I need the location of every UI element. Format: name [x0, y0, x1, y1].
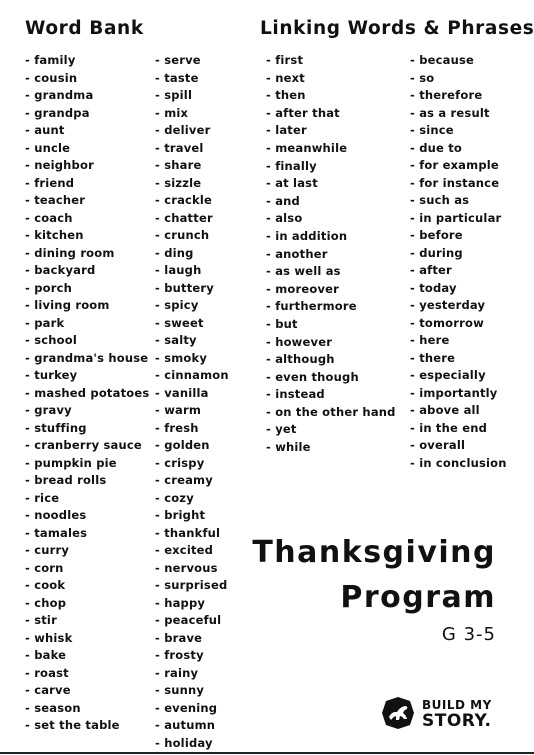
- word-item: - deliver: [155, 122, 229, 140]
- word-item: - creamy: [155, 472, 229, 490]
- program-title-line-1: Thanksgiving: [252, 535, 496, 570]
- word-item: - evening: [155, 700, 229, 718]
- word-item: - mashed potatoes: [25, 385, 149, 403]
- word-item: - during: [410, 245, 507, 263]
- word-item: - curry: [25, 542, 149, 560]
- word-item: - sizzle: [155, 175, 229, 193]
- word-item: - on the other hand: [266, 404, 396, 422]
- word-item: - tamales: [25, 525, 149, 543]
- word-item: - furthermore: [266, 298, 396, 316]
- word-item: - grandpa: [25, 105, 149, 123]
- word-item: - whisk: [25, 630, 149, 648]
- word-item: - noodles: [25, 507, 149, 525]
- word-item: - here: [410, 332, 507, 350]
- word-item: - rice: [25, 490, 149, 508]
- word-item: - family: [25, 52, 149, 70]
- word-item: - vanilla: [155, 385, 229, 403]
- word-item: - season: [25, 700, 149, 718]
- word-item: - spicy: [155, 297, 229, 315]
- word-item: - as well as: [266, 263, 396, 281]
- word-item: - cranberry sauce: [25, 437, 149, 455]
- word-item: - thankful: [155, 525, 229, 543]
- word-item: - for example: [410, 157, 507, 175]
- word-item: - backyard: [25, 262, 149, 280]
- word-item: - there: [410, 350, 507, 368]
- word-item: - stuffing: [25, 420, 149, 438]
- word-item: - but: [266, 316, 396, 334]
- word-item: - sweet: [155, 315, 229, 333]
- word-item: - meanwhile: [266, 140, 396, 158]
- word-item: - first: [266, 52, 396, 70]
- word-item: - importantly: [410, 385, 507, 403]
- word-item: - chatter: [155, 210, 229, 228]
- word-item: - laugh: [155, 262, 229, 280]
- word-item: - next: [266, 70, 396, 88]
- word-item: - crispy: [155, 455, 229, 473]
- word-item: - happy: [155, 595, 229, 613]
- word-item: - crackle: [155, 192, 229, 210]
- word-item: - porch: [25, 280, 149, 298]
- word-item: - holiday: [155, 735, 229, 753]
- word-item: - spill: [155, 87, 229, 105]
- word-item: - school: [25, 332, 149, 350]
- word-item: - cinnamon: [155, 367, 229, 385]
- word-item: - in conclusion: [410, 455, 507, 473]
- word-item: - living room: [25, 297, 149, 315]
- word-item: - in addition: [266, 228, 396, 246]
- word-item: - fresh: [155, 420, 229, 438]
- word-item: - bake: [25, 647, 149, 665]
- word-item: - teacher: [25, 192, 149, 210]
- word-item: - carve: [25, 682, 149, 700]
- word-item: - smoky: [155, 350, 229, 368]
- dinosaur-badge-icon: [380, 695, 416, 731]
- word-item: - set the table: [25, 717, 149, 735]
- word-item: - bread rolls: [25, 472, 149, 490]
- bottom-divider: [0, 752, 534, 754]
- word-item: - frosty: [155, 647, 229, 665]
- word-item: - friend: [25, 175, 149, 193]
- word-item: - nervous: [155, 560, 229, 578]
- word-item: - for instance: [410, 175, 507, 193]
- word-item: - above all: [410, 402, 507, 420]
- word-item: - grandma: [25, 87, 149, 105]
- word-item: - due to: [410, 140, 507, 158]
- word-item: - in particular: [410, 210, 507, 228]
- word-item: - before: [410, 227, 507, 245]
- word-item: - especially: [410, 367, 507, 385]
- word-item: - cook: [25, 577, 149, 595]
- word-item: - finally: [266, 158, 396, 176]
- word-bank-column-1: [25, 52, 149, 735]
- word-item: - later: [266, 122, 396, 140]
- word-item: - although: [266, 351, 396, 369]
- word-item: - ding: [155, 245, 229, 263]
- word-item: - warm: [155, 402, 229, 420]
- word-item: - cousin: [25, 70, 149, 88]
- word-item: - salty: [155, 332, 229, 350]
- word-item: - therefore: [410, 87, 507, 105]
- word-item: - after: [410, 262, 507, 280]
- word-item: - grandma's house: [25, 350, 149, 368]
- word-item: - coach: [25, 210, 149, 228]
- word-item: - serve: [155, 52, 229, 70]
- word-item: - brave: [155, 630, 229, 648]
- word-item: - excited: [155, 542, 229, 560]
- word-item: - another: [266, 246, 396, 264]
- word-item: - roast: [25, 665, 149, 683]
- word-item: - such as: [410, 192, 507, 210]
- word-item: - park: [25, 315, 149, 333]
- word-item: - cozy: [155, 490, 229, 508]
- word-item: - dining room: [25, 245, 149, 263]
- word-item: - kitchen: [25, 227, 149, 245]
- word-item: - travel: [155, 140, 229, 158]
- word-item: - since: [410, 122, 507, 140]
- word-item: - corn: [25, 560, 149, 578]
- word-item: - buttery: [155, 280, 229, 298]
- word-item: - autumn: [155, 717, 229, 735]
- grade-level: G 3-5: [441, 624, 496, 645]
- word-item: - neighbor: [25, 157, 149, 175]
- word-item: - surprised: [155, 577, 229, 595]
- word-item: - in the end: [410, 420, 507, 438]
- word-item: - however: [266, 334, 396, 352]
- word-item: - as a result: [410, 105, 507, 123]
- word-item: - peaceful: [155, 612, 229, 630]
- word-item: - because: [410, 52, 507, 70]
- word-item: - at last: [266, 175, 396, 193]
- build-my-story-logo: [380, 695, 492, 731]
- word-item: - share: [155, 157, 229, 175]
- word-item: - and: [266, 193, 396, 211]
- word-item: - gravy: [25, 402, 149, 420]
- word-item: - pumpkin pie: [25, 455, 149, 473]
- program-title-line-2: Program: [340, 580, 496, 615]
- word-item: - stir: [25, 612, 149, 630]
- word-bank-heading: Word Bank: [25, 18, 144, 39]
- word-item: - taste: [155, 70, 229, 88]
- word-item: - turkey: [25, 367, 149, 385]
- word-item: - crunch: [155, 227, 229, 245]
- word-item: - then: [266, 87, 396, 105]
- word-item: - uncle: [25, 140, 149, 158]
- word-item: - golden: [155, 437, 229, 455]
- word-item: - instead: [266, 386, 396, 404]
- logo-text-line-2: STORY.: [422, 711, 492, 731]
- word-item: - while: [266, 439, 396, 457]
- word-item: - bright: [155, 507, 229, 525]
- word-item: - so: [410, 70, 507, 88]
- word-item: - overall: [410, 437, 507, 455]
- word-item: - sunny: [155, 682, 229, 700]
- linking-words-heading: Linking Words & Phrases: [260, 18, 534, 39]
- word-item: - aunt: [25, 122, 149, 140]
- word-item: - even though: [266, 369, 396, 387]
- word-item: - after that: [266, 105, 396, 123]
- word-item: - today: [410, 280, 507, 298]
- word-bank-column-2: [155, 52, 229, 752]
- word-item: - yesterday: [410, 297, 507, 315]
- word-item: - mix: [155, 105, 229, 123]
- word-item: - yet: [266, 421, 396, 439]
- linking-words-column-2: [410, 52, 507, 472]
- logo-text-line-1: BUILD MY: [422, 698, 492, 712]
- word-item: - chop: [25, 595, 149, 613]
- word-item: - rainy: [155, 665, 229, 683]
- word-item: - also: [266, 210, 396, 228]
- word-item: - tomorrow: [410, 315, 507, 333]
- word-item: - moreover: [266, 281, 396, 299]
- linking-words-column-1: [266, 52, 396, 457]
